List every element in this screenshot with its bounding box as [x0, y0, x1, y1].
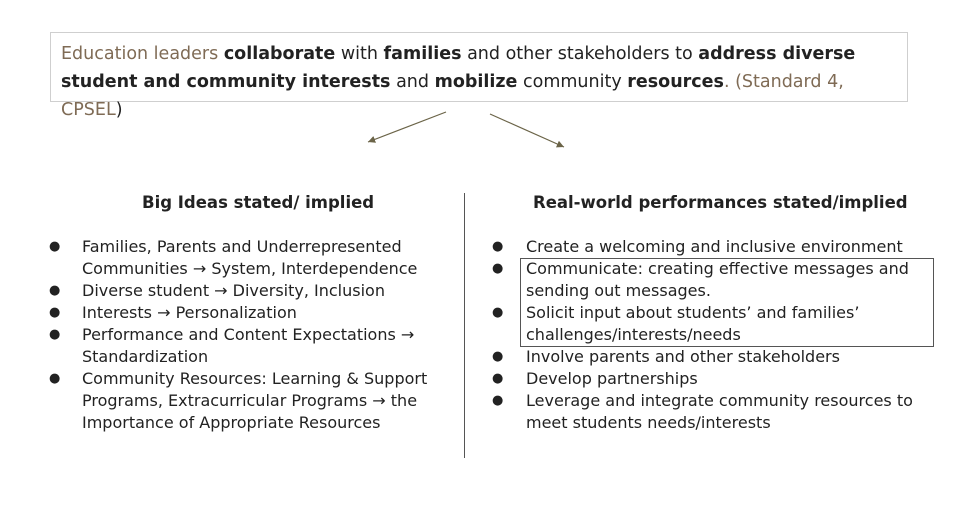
list-item — [492, 390, 926, 434]
list-item — [492, 302, 926, 346]
list-item-text: Develop partnerships — [526, 369, 698, 388]
statement-text: community — [523, 72, 622, 92]
statement-text: Education leaders — [61, 44, 219, 64]
bullet-icon: ● — [492, 349, 504, 364]
list-item-text: Diverse student → Diversity, Inclusion — [82, 281, 385, 300]
list-item-text: Families, Parents and Underrepresented Communities → System, Interdependence — [82, 237, 418, 278]
bullet-icon: ● — [492, 261, 504, 276]
bullet-icon: ● — [492, 305, 504, 320]
list-item — [49, 302, 452, 324]
bullet-icon: ● — [49, 239, 61, 254]
left-branch-arrow — [368, 112, 446, 142]
statement-text: families — [383, 44, 462, 64]
list-item-text: Performance and Content Expectations → Standardization — [82, 325, 415, 366]
statement-citation: . (Standard 4, CPSEL — [61, 72, 844, 120]
list-item-text: Leverage and integrate community resources to meet students needs/interests — [526, 391, 913, 432]
list-item-text: Communicate: creating effective messages and sending out messages. — [526, 259, 909, 300]
list-item — [49, 368, 452, 434]
statement-text: and — [396, 72, 429, 92]
left-column-heading: Big Ideas stated/ implied — [142, 193, 375, 212]
column-divider — [464, 193, 465, 458]
list-item-text: Solicit input about students’ and families’ challenges/interests/needs — [526, 303, 860, 344]
bullet-icon: ● — [49, 283, 61, 298]
bullet-icon: ● — [49, 327, 61, 342]
performances-list — [492, 236, 926, 434]
list-item — [492, 236, 926, 258]
list-item — [49, 324, 452, 368]
list-item-text: Create a welcoming and inclusive environment — [526, 237, 903, 256]
bullet-icon: ● — [492, 371, 504, 386]
statement-text: ) — [115, 100, 123, 120]
statement-text: resources — [627, 72, 724, 92]
statement-text: address diverse student and community interests — [61, 44, 856, 92]
bullet-icon: ● — [49, 305, 61, 320]
statement-text: with — [340, 44, 378, 64]
right-branch-arrow — [490, 114, 564, 147]
list-item-text: Involve parents and other stakeholders — [526, 347, 840, 366]
statement-text: and other stakeholders to — [467, 44, 693, 64]
statement-text: mobilize — [434, 72, 518, 92]
list-item — [492, 258, 926, 302]
big-ideas-list — [49, 236, 452, 434]
bullet-icon: ● — [492, 239, 504, 254]
statement-text: collaborate — [223, 44, 336, 64]
list-item — [49, 280, 452, 302]
list-item — [49, 236, 452, 280]
bullet-icon: ● — [492, 393, 504, 408]
list-item-text: Interests → Personalization — [82, 303, 297, 322]
bullet-icon: ● — [49, 371, 61, 386]
list-item-text: Community Resources: Learning & Support Programs, Extracurricular Programs → the Importance of Appropriate Resources — [82, 369, 428, 432]
list-item — [492, 368, 926, 390]
right-column-heading: Real-world performances stated/implied — [533, 193, 908, 212]
list-item — [492, 346, 926, 368]
